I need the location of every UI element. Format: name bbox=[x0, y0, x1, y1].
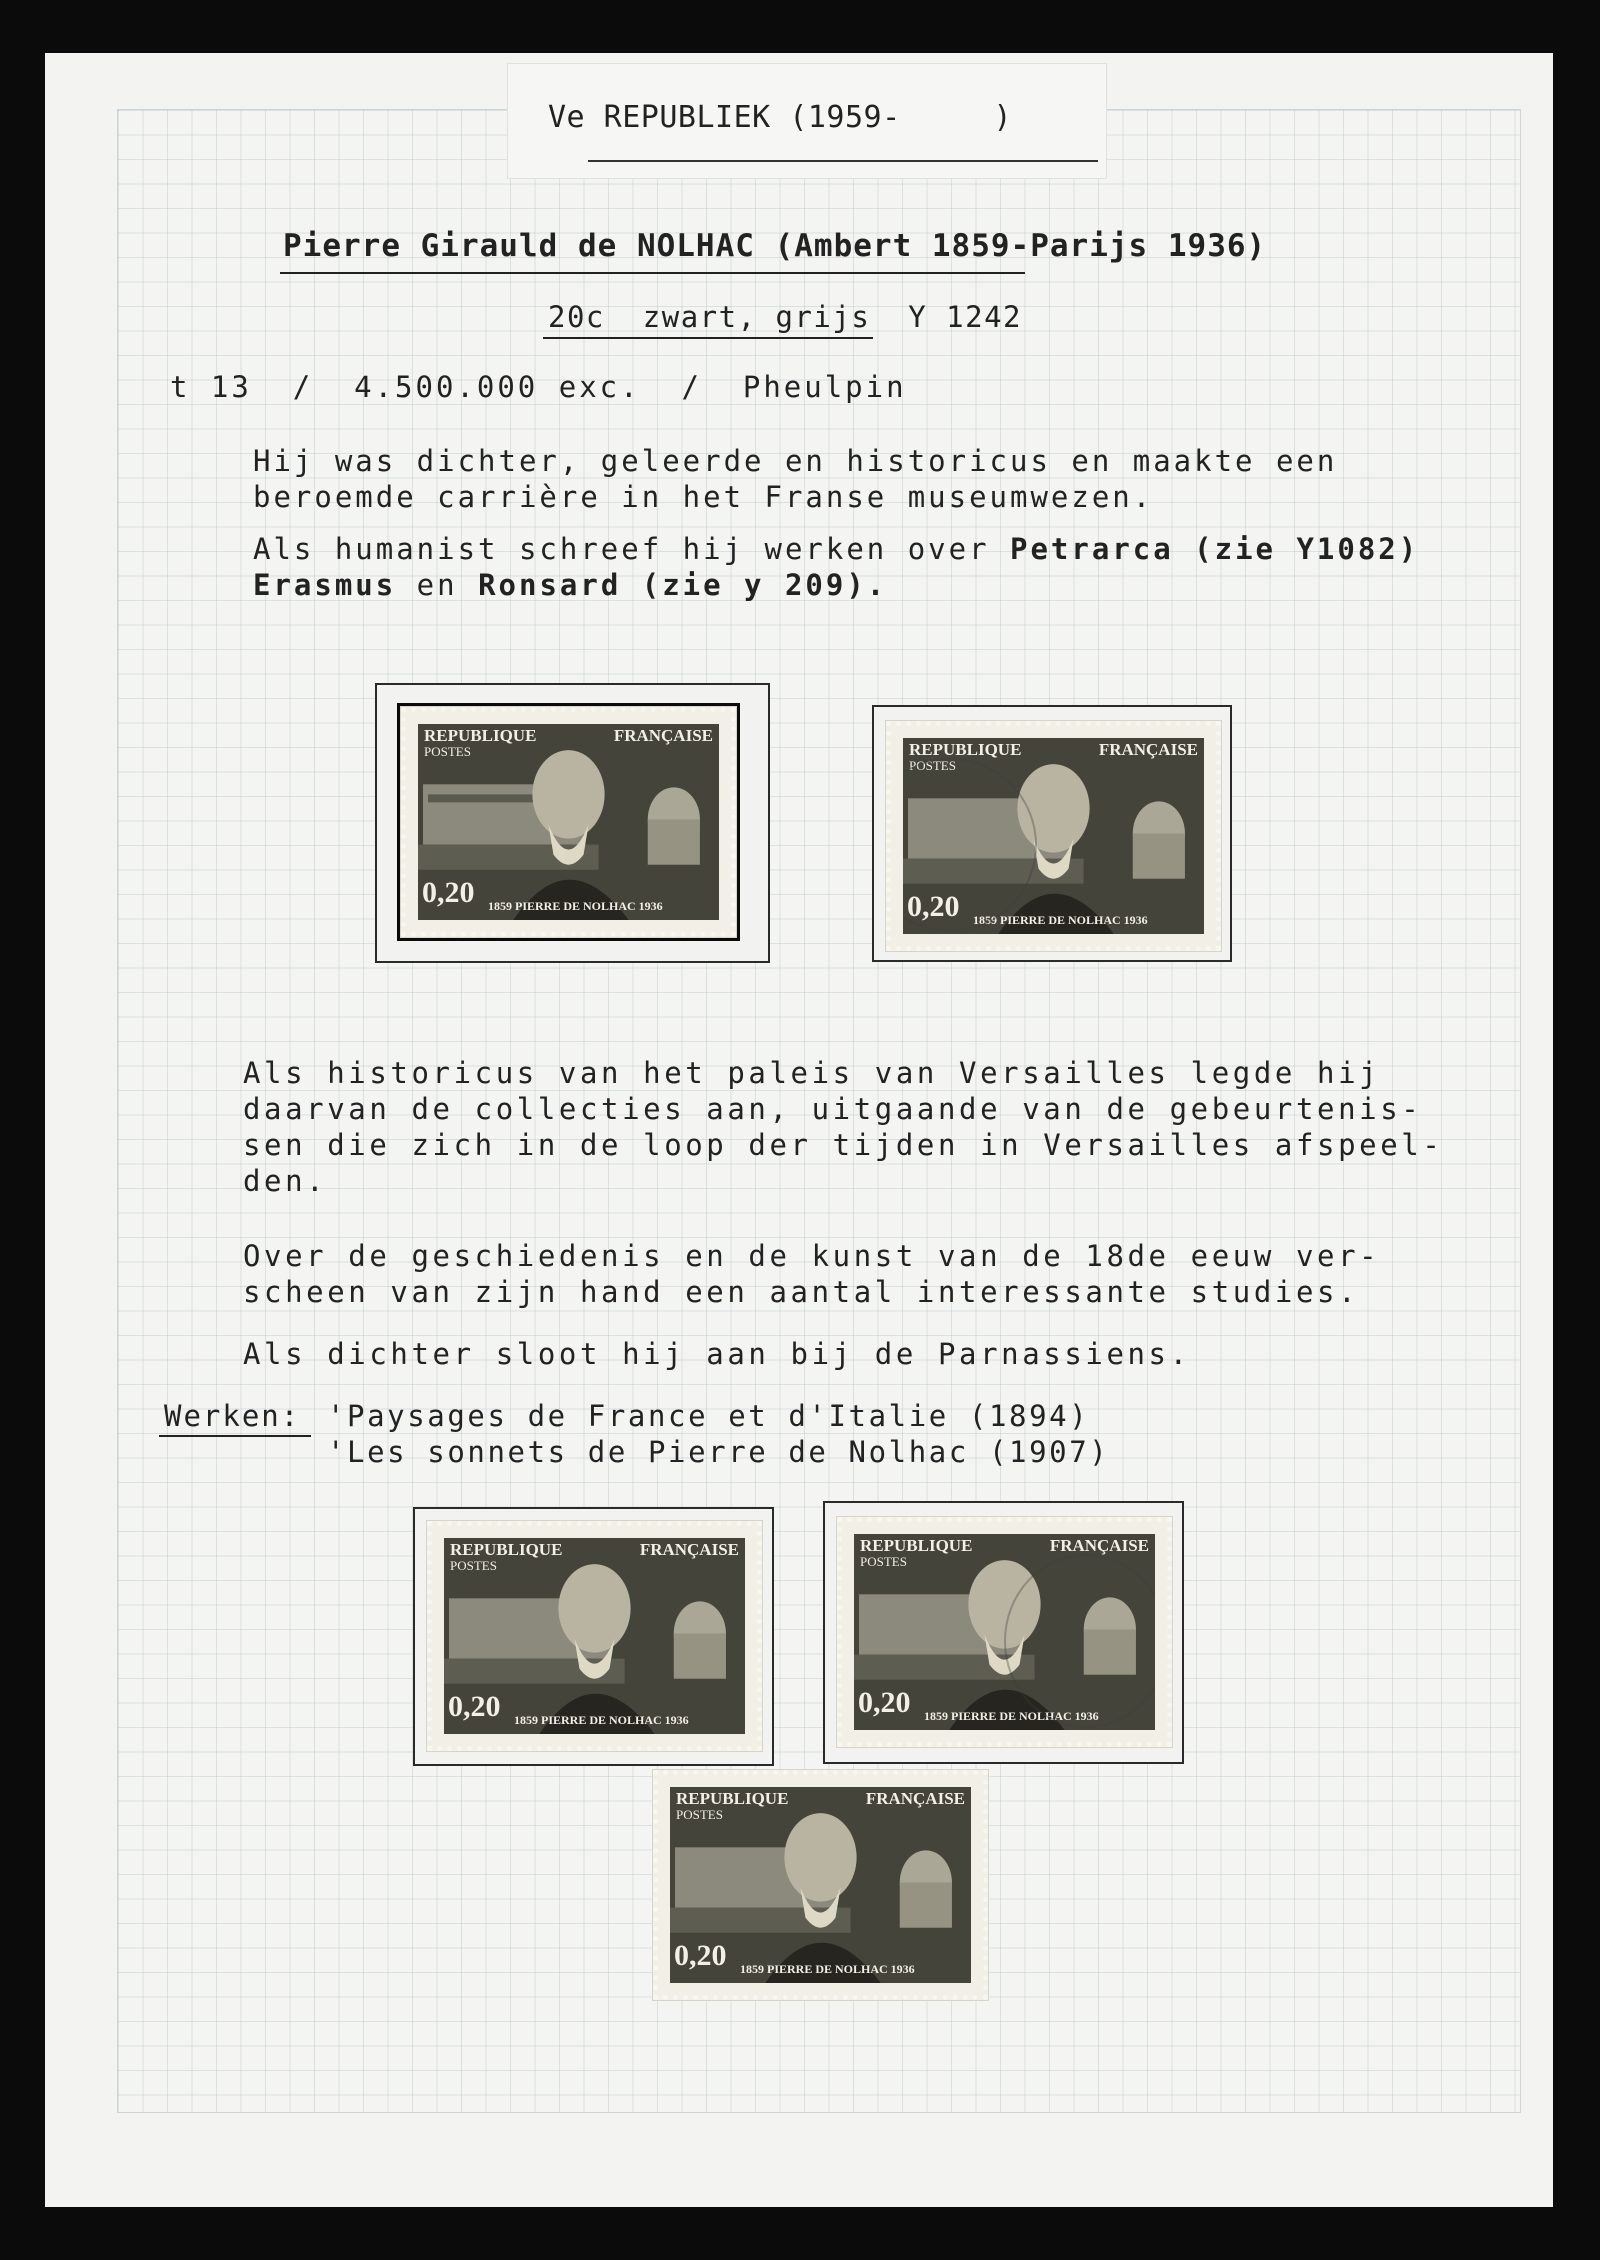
stamp-republique: REPUBLIQUE bbox=[909, 740, 1022, 759]
paragraph-3: Als historicus van het paleis van Versailles legde hij daarvan de collecties aan, uitgaande van de gebeurtenis- sen die zich in de loop der tijden in Versailles afspeel- den. bbox=[243, 1056, 1444, 1198]
stamp-republique: REPUBLIQUE bbox=[860, 1536, 973, 1555]
stamp-caption: 1859 PIERRE DE NOLHAC 1936 bbox=[740, 1962, 915, 1976]
album-page bbox=[45, 53, 1553, 2207]
stamp-francaise: FRANÇAISE bbox=[613, 726, 713, 745]
paragraph-5: Als dichter sloot hij aan bij de Parnassiens. bbox=[243, 1337, 1191, 1371]
stamp bbox=[837, 1517, 1172, 1747]
stamp bbox=[401, 707, 736, 937]
stamp bbox=[653, 1770, 988, 2000]
stamp-francaise: FRANÇAISE bbox=[865, 1789, 965, 1808]
stamp-subtitle: 20c zwart, grijs Y 1242 bbox=[548, 300, 1022, 334]
stamp-mount-1 bbox=[375, 683, 770, 963]
stamp-caption: 1859 PIERRE DE NOLHAC 1936 bbox=[488, 899, 663, 913]
stamp-design bbox=[670, 1787, 971, 1983]
stamp bbox=[886, 721, 1221, 951]
stamp-value: 0,20 bbox=[674, 1939, 727, 1972]
stamp-postes: POSTES bbox=[424, 744, 471, 759]
paragraph-1: Hij was dichter, geleerde en historicus en maakte een beroemde carrière in het Franse museumwezen. bbox=[253, 444, 1338, 514]
stamp-caption: 1859 PIERRE DE NOLHAC 1936 bbox=[973, 913, 1148, 927]
subtitle-underline bbox=[543, 337, 873, 339]
paragraph-4: Over de geschiedenis en de kunst van de 18de eeuw ver- scheen van zijn hand een aantal interessante studies. bbox=[243, 1239, 1381, 1309]
paragraph-2-erasmus: Erasmus bbox=[253, 568, 397, 602]
stamp-design bbox=[903, 738, 1204, 934]
header-underline bbox=[588, 160, 1098, 162]
postmark bbox=[1004, 1554, 1155, 1728]
stamp-francaise: FRANÇAISE bbox=[639, 1540, 739, 1559]
stamp-mount-4 bbox=[823, 1501, 1184, 1764]
paragraph-2-text-d: en bbox=[396, 568, 479, 602]
header-title: Ve REPUBLIEK (1959- ) bbox=[548, 100, 1013, 135]
stamp-value: 0,20 bbox=[448, 1690, 501, 1723]
stamp-republique: REPUBLIQUE bbox=[676, 1789, 789, 1808]
stamp-design bbox=[444, 1538, 745, 1734]
stamp-postes: POSTES bbox=[860, 1554, 907, 1569]
stamp-design bbox=[418, 724, 719, 920]
stamp-postes: POSTES bbox=[450, 1558, 497, 1573]
stamp-caption: 1859 PIERRE DE NOLHAC 1936 bbox=[924, 1709, 1099, 1723]
title-underline bbox=[280, 272, 1025, 274]
paragraph-2-petrarca: Petrarca (zie Y1082) bbox=[1010, 532, 1420, 566]
stamp-design bbox=[854, 1534, 1155, 1730]
stamp-mount-2 bbox=[872, 705, 1232, 962]
stamp-francaise: FRANÇAISE bbox=[1098, 740, 1198, 759]
stamp bbox=[427, 1521, 762, 1751]
stamp-caption: 1859 PIERRE DE NOLHAC 1936 bbox=[514, 1713, 689, 1727]
werken-underline bbox=[159, 1435, 311, 1437]
stamp-mount-3 bbox=[413, 1507, 774, 1766]
stamp-republique: REPUBLIQUE bbox=[424, 726, 537, 745]
stamp-postes: POSTES bbox=[676, 1807, 723, 1822]
stamp-value: 0,20 bbox=[907, 890, 960, 923]
header-label-box bbox=[507, 63, 1107, 179]
stamp-value: 0,20 bbox=[422, 876, 475, 909]
werken-label: Werken: bbox=[164, 1399, 301, 1433]
issue-line: t 13 / 4.500.000 exc. / Pheulpin bbox=[170, 370, 907, 404]
stamp-value: 0,20 bbox=[858, 1686, 911, 1719]
page-title: Pierre Girauld de NOLHAC (Ambert 1859-Parijs 1936) bbox=[283, 228, 1267, 264]
stamp-postes: POSTES bbox=[909, 758, 956, 773]
paragraph-2 bbox=[253, 531, 1419, 603]
paragraph-2-ronsard: Ronsard (zie y 209). bbox=[478, 568, 888, 602]
werken-list: 'Paysages de France et d'Italie (1894) 'Les sonnets de Pierre de Nolhac (1907) bbox=[327, 1399, 1110, 1469]
stamp-francaise: FRANÇAISE bbox=[1049, 1536, 1149, 1555]
stamp-republique: REPUBLIQUE bbox=[450, 1540, 563, 1559]
paragraph-2-text-a: Als humanist schreef hij werken over bbox=[253, 532, 1011, 566]
